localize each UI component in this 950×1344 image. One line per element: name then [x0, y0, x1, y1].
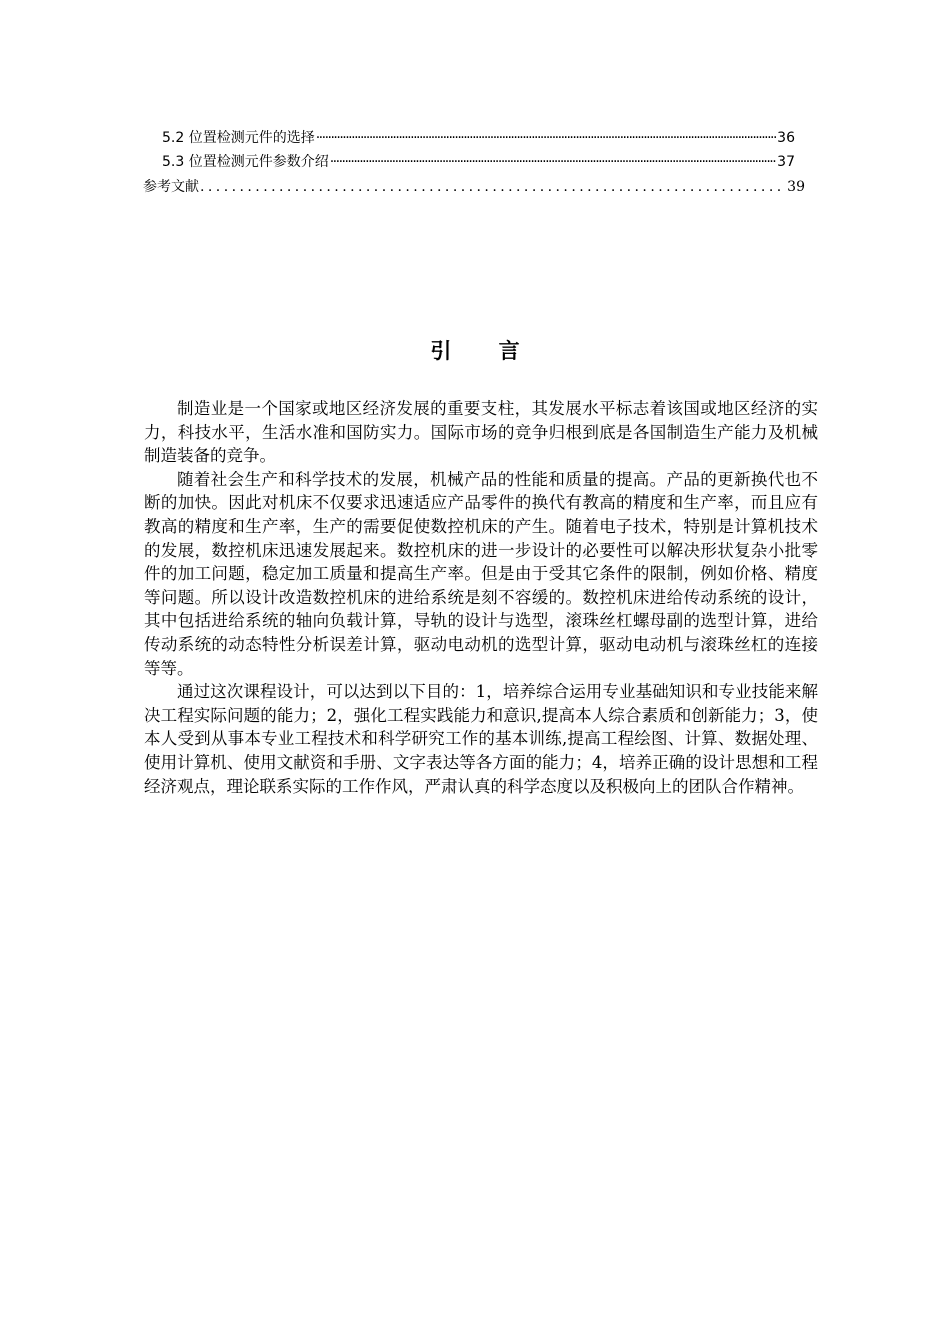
- toc-entry-label: 5.3 位置检测元件参数介绍: [162, 154, 329, 170]
- toc-entry-5-2[interactable]: [162, 129, 795, 149]
- toc-entry-references[interactable]: [143, 178, 805, 198]
- toc-entry-label: 参考文献: [143, 179, 199, 195]
- toc-entry-page: 37: [777, 154, 795, 170]
- toc-leader-dots: [200, 178, 786, 196]
- body-paragraph: 通过这次课程设计，可以达到以下目的：1，培养综合运用专业基础知识和专业技能来解决工程实际问题的能力；2，强化工程实践能力和意识,提高本人综合素质和创新能力；3，使本人受到从事本专业工程技术和科学研究工作的基本训练,提高工程绘图、计算、数据处理、使用计算机、使用文献资和手册、文字表达等各方面的能力；4，培养正确的设计思想和工程经济观点，理论联系实际的工作作风，严肃认真的科学态度以及积极向上的团队合作精神。: [144, 682, 818, 796]
- body-paragraph: 制造业是一个国家或地区经济发展的重要支柱，其发展水平标志着该国或地区经济的实力，科技水平，生活水准和国防实力。国际市场的竞争归根到底是各国制造生产能力及机械制造装备的竞争。: [144, 399, 818, 466]
- section-body: [144, 397, 818, 798]
- toc-entry-5-3[interactable]: [162, 153, 795, 173]
- toc-leader-dots: [330, 153, 776, 171]
- section-heading: 引 言: [430, 339, 540, 363]
- body-paragraph: 随着社会生产和科学技术的发展，机械产品的性能和质量的提高。产品的更新换代也不断的加快。因此对机床不仅要求迅速适应产品零件的换代有教高的精度和生产率，而且应有教高的精度和生产率，生产的需要促使数控机床的产生。随着电子技术，特别是计算机技术的发展，数控机床迅速发展起来。数控机床的进一步设计的必要性可以解决形状复杂小批零件的加工问题，稳定加工质量和提高生产率。但是由于受其它条件的限制，例如价格、精度等问题。所以设计改造数控机床的进给系统是刻不容缓的。数控机床进给传动系统的设计，其中包括进给系统的轴向负载计算，导轨的设计与选型，滚珠丝杠螺母副的选型计算，进给传动系统的动态特性分析误差计算，驱动电动机的选型计算，驱动电动机与滚珠丝杠的连接等等。: [144, 469, 818, 678]
- toc-entry-page: 39: [787, 179, 805, 195]
- toc-entry-label: 5.2 位置检测元件的选择: [162, 130, 315, 146]
- toc-leader-dots: [316, 129, 776, 147]
- toc-entry-page: 36: [777, 130, 795, 146]
